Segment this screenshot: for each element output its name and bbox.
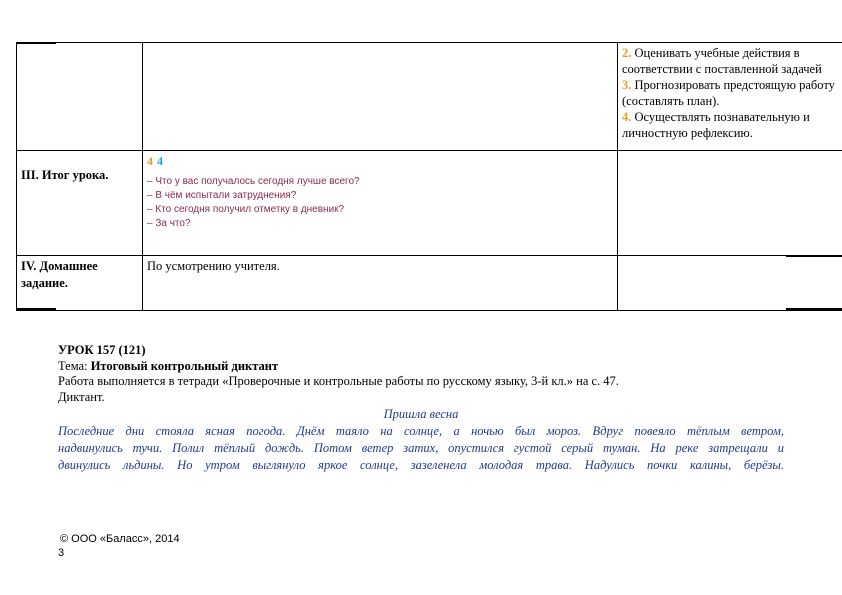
- activity-cell: [143, 256, 618, 311]
- dictation-title: Пришла весна: [383, 407, 459, 421]
- dictation-text: [58, 423, 784, 474]
- dictation-line: Последние дни стояла ясная погода. Днём таяло на солнце, а ночью был мороз. Вдруг повеяло тёплым ветром,: [58, 423, 784, 438]
- skills-cell: [618, 43, 842, 151]
- dictation-line: надвинулись тучи. Полил тёплый дождь. Потом ветер затих, опустился густой серый туман. На реке затрещали и: [58, 440, 784, 455]
- table-row: [17, 151, 842, 256]
- skill-item: 3. Прогнозировать предстоящую работу (составлять план).: [622, 78, 835, 108]
- lesson-title: УРОК 157 (121): [58, 343, 146, 357]
- question: – В чём испытали затруднения?: [147, 190, 297, 201]
- lesson-work-note: Работа выполняется в тетради «Проверочные и контрольные работы по русскому языку, 3-й кл.» на с. 47.: [58, 374, 619, 388]
- skill-item: 2. Оценивать учебные действия в соответствии с поставленной задачей: [622, 46, 822, 76]
- lesson-topic: Тема: Итоговый контрольный диктант: [58, 358, 279, 373]
- lesson-section: [58, 343, 784, 474]
- skills-cell: [618, 256, 842, 311]
- question: – Что у вас получалось сегодня лучше всего?: [147, 176, 360, 187]
- homework-text: По усмотрению учителя.: [147, 259, 280, 273]
- skills-cell: [618, 151, 842, 256]
- question: – За что?: [147, 218, 191, 229]
- question: – Кто сегодня получил отметку в дневник?: [147, 204, 345, 215]
- skill-item: 4. Осуществлять познавательную и личностную рефлексию.: [622, 110, 810, 140]
- stage-cell: [17, 256, 143, 311]
- dictation-label: Диктант.: [58, 389, 105, 404]
- lesson-plan-table: [16, 42, 842, 311]
- dictation-line: двинулись льдины. Но утром выглянуло яркое солнце, зазеленела молодая трава. Надулись почки калины, берёзы.: [58, 457, 784, 472]
- stage-cell: [17, 43, 143, 151]
- stage-title: IV. Домашнее задание.: [21, 259, 98, 290]
- table-row: [17, 43, 842, 151]
- activity-cell: [143, 151, 618, 256]
- stage-cell: [17, 151, 143, 256]
- table-row: [17, 256, 842, 311]
- page-number: 3: [58, 547, 65, 559]
- stage-title: III. Итог урока.: [21, 168, 109, 182]
- copyright: © ООО «Баласс», 2014: [60, 533, 180, 545]
- activity-cell: [143, 43, 618, 151]
- marker-digits: 4 4: [147, 154, 163, 168]
